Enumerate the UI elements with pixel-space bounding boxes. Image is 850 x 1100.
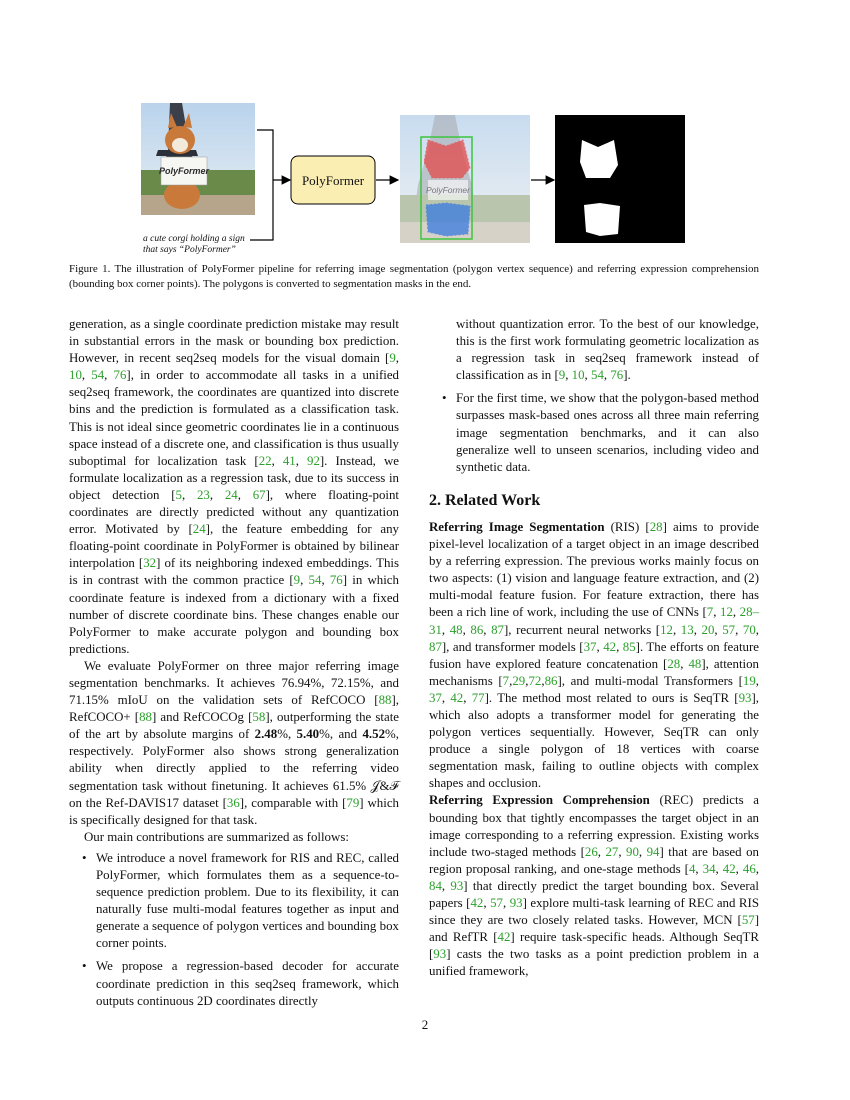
citation[interactable]: 77 [471, 690, 485, 705]
citation[interactable]: 48 [688, 656, 702, 671]
citation[interactable]: 57 [490, 896, 503, 910]
citation[interactable]: 28 [667, 656, 681, 671]
citation[interactable]: 19 [742, 673, 756, 688]
citation[interactable]: 54 [308, 573, 322, 588]
citation[interactable]: 86 [470, 622, 484, 637]
citation[interactable]: 87 [429, 639, 442, 654]
citation[interactable]: 12 [720, 605, 733, 620]
citation[interactable]: 85 [622, 639, 636, 654]
citation[interactable]: 23 [196, 487, 210, 502]
citation[interactable]: 32 [143, 556, 157, 571]
rec-paragraph: Referring Expression Comprehension (REC) predicts a bounding box that tightly encompasses the target object in an image corresponding to a referring expression. Existing works include two-staged methods [26, 27, 90, 94] that are based on region proposal ranking, and one-stage methods [4, 34, 42, 46, 84, 93] that directly predict the target bounding box. Several papers [42, 57, 93] explore multi-task learning of REC and RIS since they are two closely related tasks. However, MCN [57] and RefTR [42] require task-specific heads. Although SeqTR [93] casts the two tasks as a point prediction problem in a unified framework, [429, 793, 759, 979]
section-title: 2. Related Work [429, 491, 541, 509]
paragraph-heading: Referring Image Segmentation [429, 519, 605, 534]
citation[interactable]: 93 [450, 878, 464, 893]
input-image [141, 103, 255, 215]
contribution-list [69, 850, 399, 1010]
figure-caption: Figure 1. The illustration of PolyFormer pipeline for referring image segmentation (polygon vertex sequence) and referring expression comprehension (bounding box corner points). The polygons is converted to segmentation masks in the end. [69, 263, 759, 290]
citation[interactable]: 9 [558, 368, 566, 383]
figure-1 [0, 0, 850, 300]
citation[interactable]: 29 [512, 673, 526, 688]
citation[interactable]: 48 [449, 622, 463, 637]
citation[interactable]: 42 [450, 690, 464, 705]
citation[interactable]: 27 [605, 844, 619, 859]
citation[interactable]: 72 [528, 673, 542, 688]
left-column [69, 316, 399, 1016]
citation[interactable]: 9 [293, 573, 301, 588]
citation[interactable]: 34 [702, 861, 716, 876]
citation[interactable]: 41 [282, 453, 296, 468]
citation[interactable]: 20 [701, 622, 715, 637]
citation[interactable]: 70 [742, 622, 756, 637]
citation[interactable]: 93 [738, 690, 752, 705]
citation[interactable]: 57 [722, 622, 736, 637]
citation[interactable]: 76 [113, 368, 127, 383]
citation[interactable]: 36 [226, 795, 240, 810]
polyformer-model-box [291, 156, 375, 204]
paragraph-heading: Referring Expression Comprehension [429, 793, 650, 808]
list-item: • For the first time, we show that the polygon-based method surpasses mask-based ones across all three main referring image segmentation benchmarks, and it can also generalize well to unseen scenarios, including video and synthetic data. [429, 390, 759, 475]
citation[interactable]: 7 [502, 673, 510, 688]
citation[interactable]: 57 [741, 913, 755, 928]
citation[interactable]: 13 [680, 622, 694, 637]
citation[interactable]: 92 [307, 453, 320, 468]
citation[interactable]: 84 [429, 878, 442, 893]
left-paragraph-2: We evaluate PolyFormer on three major referring image segmentation benchmarks. It achieves 76.94%, 72.15%, and 71.15% mIoU on the validation sets of RefCOCO [88], RefCOCO+ [88] and RefCOCOg [58], outperforming the state of the art by absolute margins of 2.48%, 5.40%, and 4.52%, respectively. PolyFormer also shows strong generalization ability when directly applied to the referring video segmentation task without finetuning. It achieves 61.5% 𝒥&ℱ on the Ref-DAVIS17 dataset [36], comparable with [79] which is specifically designed for that task. [69, 658, 399, 827]
citation[interactable]: 76 [610, 368, 624, 383]
citation[interactable]: 22 [258, 453, 272, 468]
citation[interactable]: 46 [742, 861, 756, 876]
citation[interactable]: 54 [591, 368, 604, 383]
citation[interactable]: 24 [224, 487, 238, 502]
ris-paragraph: Referring Image Segmentation (RIS) [28] aims to provide pixel-level localization of a target object in an image described by a referring expression. The previous works mainly focus on two aspects: (1) vision and language feature extraction, and (2) multi-modal feature fusion. For feature extraction, there has been a rich line of work, including the use of CNNs [7, 12, 28–31, 48, 86, 87], recurrent neural networks [12, 13, 20, 57, 70, 87], and transformer models [37, 42, 85]. The efforts on feature fusion have explored feature concatenation [28, 48], attention mechanisms [7,29,72,86], and multi-modal Transformers [19, 37, 42, 77]. The method most related to ours is SeqTR [93], which also adopts a transformer model for generating the polygon vertices sequentially. However, SeqTR can only produce a single polygon of 18 vertices with coarse segmentation mask, failing to outline objects with complex shapes and occlusion. [429, 519, 760, 791]
citation[interactable]: 37 [429, 690, 442, 705]
citation[interactable]: 28–31 [429, 605, 760, 637]
model-label: PolyFormer [301, 173, 365, 188]
citation[interactable]: 4 [688, 861, 696, 876]
citation[interactable]: 42 [470, 896, 484, 910]
list-item: • We introduce a novel framework for RIS and REC, called PolyFormer, which formulates them as a sequence-to-sequence prediction problem. Due to its flexibility, it can naturally fuse multi-modal features together as input and generate a sequence of polygon vertices and bounding box corner points. [69, 850, 399, 953]
citation[interactable]: 88 [139, 710, 152, 725]
list-item: • We propose a regression-based decoder for accurate coordinate prediction in this seq2seq framework, which outputs continuous 2D coordinates directly [69, 958, 399, 1009]
citation[interactable]: 12 [660, 622, 673, 637]
citation[interactable]: 94 [646, 844, 660, 859]
citation[interactable]: 10 [69, 368, 82, 383]
overlay-text: PolyFormer [426, 185, 470, 195]
citation[interactable]: 37 [583, 639, 597, 654]
citation[interactable]: 88 [378, 693, 392, 708]
citation[interactable]: 42 [603, 639, 617, 654]
citation[interactable]: 86 [544, 673, 558, 688]
citation[interactable]: 42 [497, 930, 511, 945]
citation[interactable]: 93 [509, 896, 523, 910]
polygon-output-image [400, 115, 530, 243]
citation[interactable]: 54 [91, 368, 105, 383]
citation[interactable]: 76 [329, 573, 343, 588]
citation[interactable]: 9 [389, 351, 396, 366]
citation[interactable]: 28 [649, 519, 663, 534]
citation[interactable]: 7 [706, 605, 714, 620]
citation[interactable]: 90 [626, 844, 639, 859]
mask-output-image [555, 115, 685, 243]
bullet-continuation: without quantization error. To the best of our knowledge, this is the first work formulating geometric localization as a regression task in seq2seq framework instead of classification as in [9, 10, 54, 76]. [456, 317, 759, 383]
right-column [429, 316, 759, 980]
left-paragraph-3: Our main contributions are summarized as follows: [84, 829, 349, 844]
citation[interactable]: 67 [252, 487, 266, 502]
citation[interactable]: 24 [192, 522, 206, 537]
citation[interactable]: 79 [346, 795, 360, 810]
sign-text: PolyFormer [158, 166, 210, 176]
citation[interactable]: 26 [584, 844, 598, 859]
page-number: 2 [421, 1017, 429, 1032]
citation[interactable]: 87 [491, 622, 504, 637]
prompt-line-1: a cute corgi holding a sign [143, 234, 245, 244]
left-paragraph-1: generation, as a single coordinate prediction mistake may result in substantial errors in the mask or bounding box prediction. However, in recent seq2seq models for the visual domain [9, 10, 54, 76], in order to accommodate all tasks in a unified seq2seq framework, the coordinates are quantized into discrete bins and the prediction is formulated as a classification task. This is not ideal since geometric coordinates lie in a continuous space instead of a discrete one, and classification is thus usually suboptimal for localization task [22, 41, 92]. Instead, we formulate localization as a regression task, due to its success in object detection [5, 23, 24, 67], where floating-point coordinates are directly predicted without any quantization error. Motivated by [24], the feature embedding for any floating-point coordinate in PolyFormer is obtained by bilinear interpolation [32] of its neighboring indexed embeddings. This is in contrast with the common practice [9, 54, 76] in which coordinate feature is indexed from a dictionary with a fixed number of discrete coordinate bins. These changes enable our PolyFormer to make accurate polygon and bounding box predictions. [69, 317, 400, 656]
prompt-line-2: that says “PolyFormer” [143, 245, 236, 255]
citation[interactable]: 93 [433, 947, 447, 962]
citation[interactable]: 42 [722, 861, 736, 876]
citation[interactable]: 58 [252, 710, 266, 725]
citation[interactable]: 10 [571, 368, 585, 383]
pipeline-diagram [0, 0, 850, 300]
contribution-list-continued [429, 390, 759, 475]
citation[interactable]: 5 [175, 487, 182, 502]
